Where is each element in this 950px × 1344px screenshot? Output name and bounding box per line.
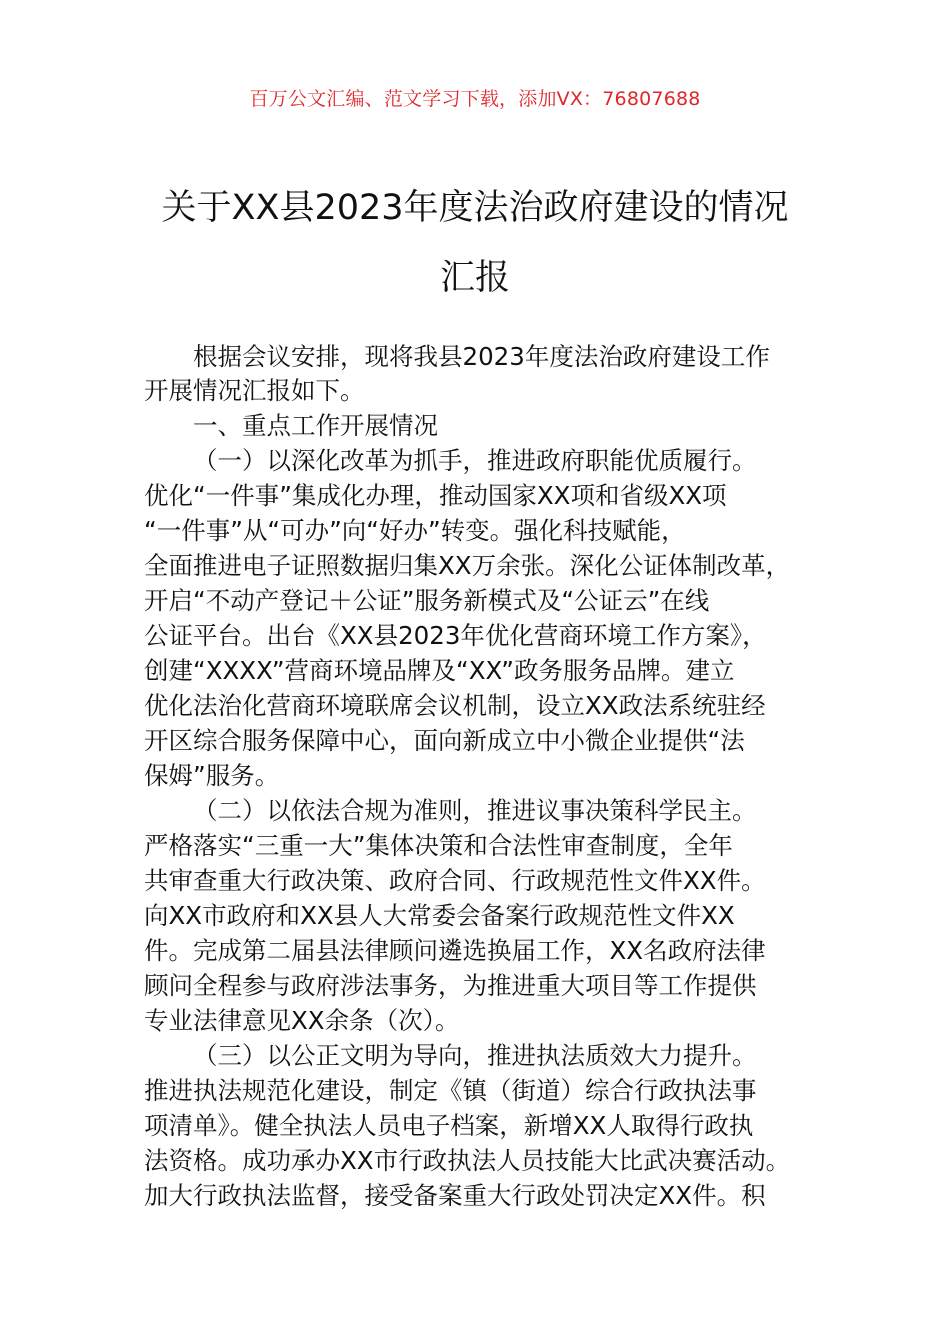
paragraph-line: 开启“不动产登记＋公证”服务新模式及“公证云”在线 (144, 586, 710, 615)
subsection-heading: （二）以依法合规为准则，推进议事决策科学民主。 (193, 796, 757, 825)
document-title-line-1: 关于XX县2023年度法治政府建设的情况 (161, 188, 789, 228)
paragraph-line: 公证平台。出台《XX县2023年优化营商环境工作方案》， (144, 621, 767, 650)
paragraph-line: 推进执法规范化建设，制定《镇（街道）综合行政执法事 (144, 1076, 757, 1105)
paragraph-line: 创建“XXXX”营商环境品牌及“XX”政务服务品牌。建立 (144, 656, 735, 685)
paragraph-line: 法资格。成功承办XX市行政执法人员技能大比武决赛活动。 (144, 1146, 791, 1175)
subsection-heading: （三）以公正文明为导向，推进执法质效大力提升。 (193, 1041, 757, 1070)
paragraph-line: 开区综合服务保障中心，面向新成立中小微企业提供“法 (144, 726, 745, 755)
paragraph-line: 共审查重大行政决策、政府合同、行政规范性文件XX件。 (144, 866, 766, 895)
watermark-header: 百万公文汇编、范文学习下载，添加VX：76807688 (249, 88, 701, 110)
section-heading: 一、重点工作开展情况 (193, 411, 438, 440)
paragraph-line: 加大行政执法监督，接受备案重大行政处罚决定XX件。积 (144, 1181, 766, 1210)
paragraph-line: 全面推进电子证照数据归集XX万余张。深化公证体制改革， (144, 551, 791, 580)
paragraph-line: 顾问全程参与政府涉法事务，为推进重大项目等工作提供 (144, 971, 757, 1000)
paragraph-line: 项清单》。健全执法人员电子档案，新增XX人取得行政执 (144, 1111, 754, 1140)
paragraph-line: 专业法律意见XX余条（次）。 (144, 1006, 460, 1035)
paragraph-line: 件。完成第二届县法律顾问遴选换届工作，XX名政府法律 (144, 936, 766, 965)
paragraph-intro-line: 根据会议安排，现将我县2023年度法治政府建设工作 (193, 342, 770, 371)
paragraph-line: 向XX市政府和XX县人大常委会备案行政规范性文件XX (144, 901, 735, 930)
document-title-line-2: 汇报 (439, 258, 510, 298)
paragraph-intro-line: 开展情况汇报如下。 (144, 376, 365, 405)
paragraph-line: 严格落实“三重一大”集体决策和合法性审查制度，全年 (144, 831, 733, 860)
paragraph-line: 保姆”服务。 (144, 761, 280, 790)
paragraph-line: “一件事”从“可办”向“好办”转变。强化科技赋能， (144, 516, 686, 545)
paragraph-line: 优化“一件事”集成化办理，推动国家XX项和省级XX项 (144, 481, 727, 510)
paragraph-line: 优化法治化营商环境联席会议机制，设立XX政法系统驻经 (144, 691, 766, 720)
subsection-heading: （一）以深化改革为抓手，推进政府职能优质履行。 (193, 446, 757, 475)
